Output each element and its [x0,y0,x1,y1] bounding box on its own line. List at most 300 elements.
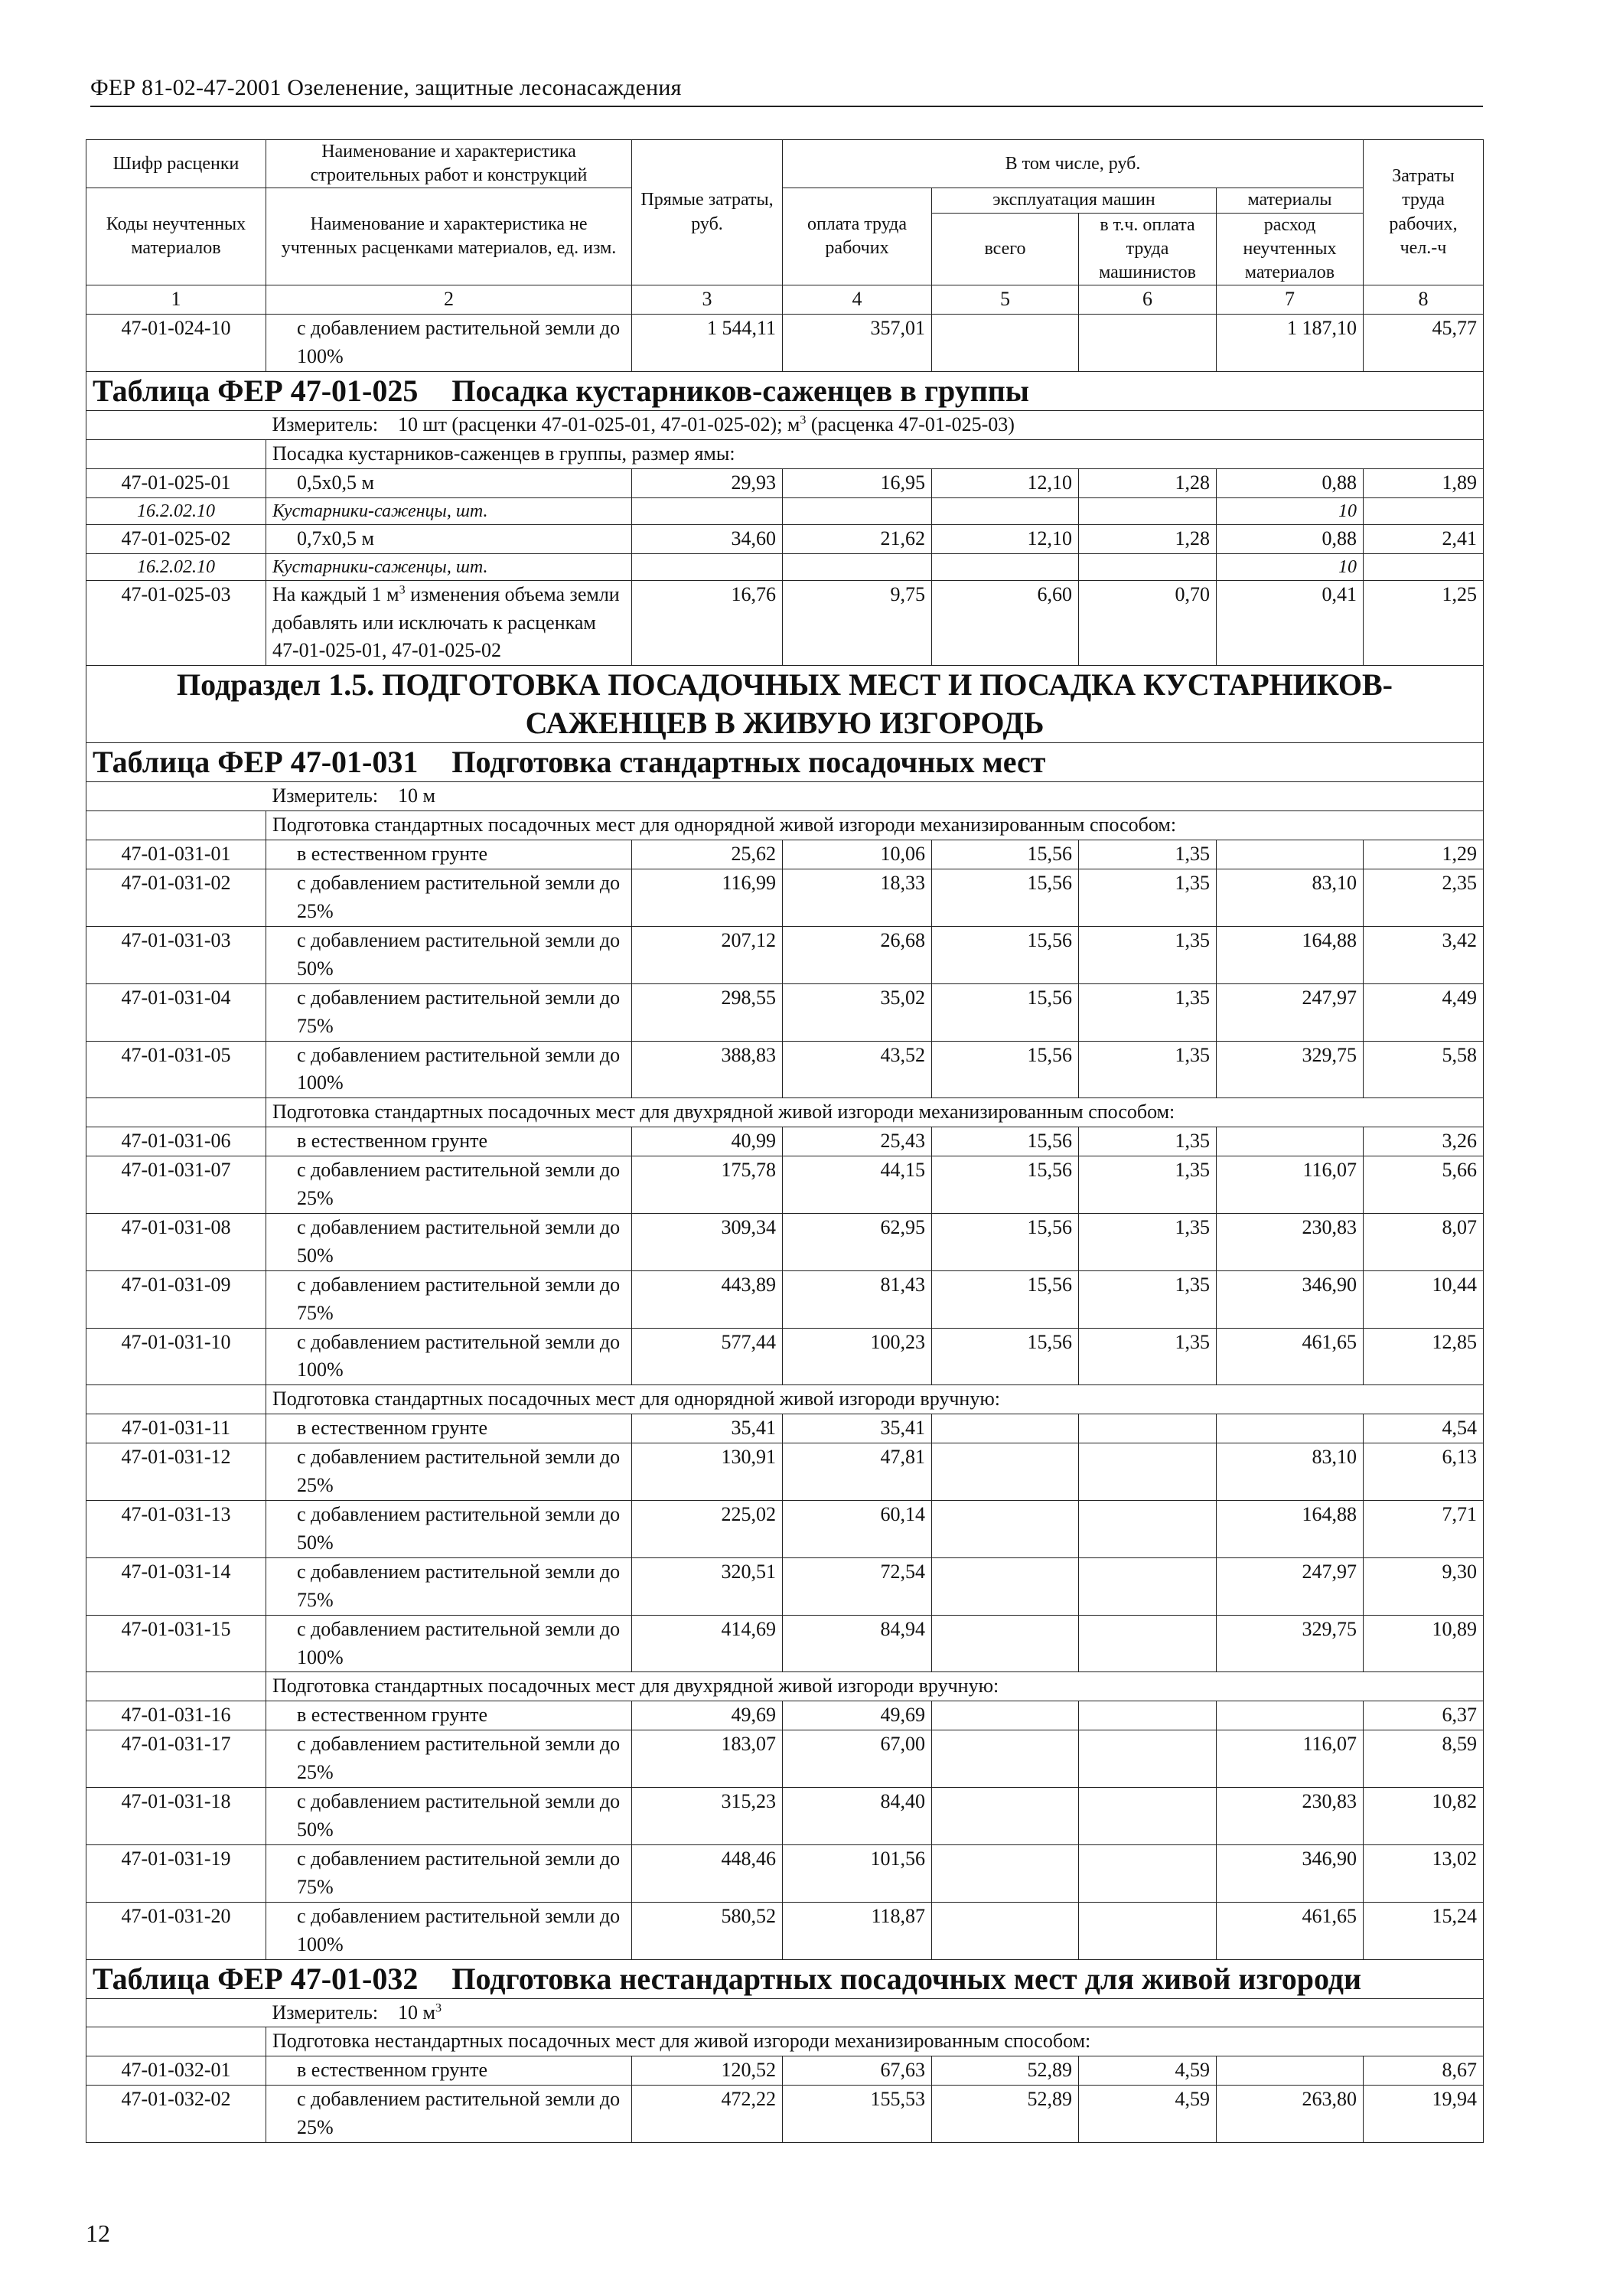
table-row [86,1127,1484,1156]
table-title: Посадка кустарников-саженцев в группы [451,373,1030,408]
rate-name-part: На каждый 1 м [272,582,399,605]
measure-value: 10 м [398,2001,435,2024]
direct-cost: 388,83 [632,1041,783,1098]
materials: 461,65 [1217,1902,1364,1959]
col-machines-header: эксплуатация машин [932,188,1217,213]
direct-cost: 207,12 [632,926,783,983]
wages: 155,53 [783,2086,932,2143]
rate-name: с добавлением растительной земли до 25% [266,1730,632,1788]
unaccounted-name: Кустарники-саженцы, шт. [266,497,632,524]
wages: 84,94 [783,1615,932,1672]
labor: 9,30 [1364,1557,1484,1615]
rate-code: 47-01-031-11 [86,1414,266,1443]
rate-code: 47-01-032-01 [86,2056,266,2086]
col-number: 7 [1217,285,1364,315]
rate-code: 47-01-031-04 [86,983,266,1041]
labor: 8,59 [1364,1730,1484,1788]
row-spacer [86,782,266,811]
table-heading [86,371,1484,410]
materials: 83,10 [1217,869,1364,927]
machines-total: 15,56 [932,869,1079,927]
machines-total: 52,89 [932,2056,1079,2086]
row-spacer [1364,553,1484,580]
rate-name [266,580,632,666]
labor: 10,82 [1364,1788,1484,1845]
group-description: Подготовка стандартных посадочных мест для однорядной живой изгороди вручную: [266,1385,1484,1414]
direct-cost: 1 544,11 [632,315,783,372]
materials: 0,41 [1217,580,1364,666]
direct-cost: 225,02 [632,1501,783,1558]
col-number: 6 [1079,285,1217,315]
direct-cost: 448,46 [632,1844,783,1902]
rate-name: в естественном грунте [266,1127,632,1156]
table-title: Подготовка стандартных посадочных мест [451,745,1046,780]
machines-total: 15,56 [932,1127,1079,1156]
operator-wages: 1,35 [1079,983,1217,1041]
operator-wages: 1,35 [1079,1127,1217,1156]
group-description: Подготовка стандартных посадочных мест для однорядной живой изгороди механизированным способом: [266,811,1484,840]
materials: 247,97 [1217,983,1364,1041]
rate-name: с добавлением растительной земли до 100% [266,1041,632,1098]
table-row [86,983,1484,1041]
unaccounted-material-row [86,553,1484,580]
operator-wages: 1,35 [1079,869,1217,927]
measure-sup: 3 [800,413,807,427]
rate-code: 47-01-031-03 [86,926,266,983]
rate-code: 47-01-031-05 [86,1041,266,1098]
operator-wages: 4,59 [1079,2056,1217,2086]
col-number: 2 [266,285,632,315]
direct-cost: 116,99 [632,869,783,927]
direct-cost: 414,69 [632,1615,783,1672]
rate-name: с добавлением растительной земли до 75% [266,1844,632,1902]
table-row [86,1902,1484,1959]
labor: 3,42 [1364,926,1484,983]
rate-code: 47-01-031-08 [86,1213,266,1270]
wages: 67,00 [783,1730,932,1788]
wages: 21,62 [783,524,932,553]
operator-wages [1079,1615,1217,1672]
machines-total: 15,56 [932,983,1079,1041]
group-description: Подготовка стандартных посадочных мест для двухрядной живой изгороди вручную: [266,1672,1484,1701]
table-row [86,1844,1484,1902]
table-row [86,2086,1484,2143]
col-code-header: Шифр расценки [86,140,266,188]
table-row [86,2056,1484,2086]
materials: 116,07 [1217,1730,1364,1788]
wages: 16,95 [783,468,932,497]
table-row [86,1443,1484,1501]
table-code: Таблица ФЕР 47-01-032 [93,1961,419,1996]
direct-cost: 298,55 [632,983,783,1041]
labor: 10,89 [1364,1615,1484,1672]
machines-total [932,1902,1079,1959]
wages: 67,63 [783,2056,932,2086]
machines-total: 15,56 [932,1156,1079,1214]
rate-name: с добавлением растительной земли до 25% [266,869,632,927]
direct-cost: 40,99 [632,1127,783,1156]
rate-code: 47-01-031-12 [86,1443,266,1501]
operator-wages [1079,1844,1217,1902]
rate-name: с добавлением растительной земли до 100% [266,1902,632,1959]
direct-cost: 309,34 [632,1213,783,1270]
direct-cost: 320,51 [632,1557,783,1615]
rate-code: 47-01-025-01 [86,468,266,497]
materials [1217,1414,1364,1443]
labor: 3,26 [1364,1127,1484,1156]
row-spacer [632,497,783,524]
unaccounted-qty: 10 [1217,497,1364,524]
group-description: Подготовка нестандартных посадочных мест для живой изгороди механизированным способом: [266,2027,1484,2056]
table-row [86,1730,1484,1788]
direct-cost: 29,93 [632,468,783,497]
table-row [86,580,1484,666]
operator-wages [1079,1788,1217,1845]
wages: 101,56 [783,1844,932,1902]
labor: 13,02 [1364,1844,1484,1902]
wages: 84,40 [783,1788,932,1845]
machines-total [932,1557,1079,1615]
labor: 45,77 [1364,315,1484,372]
table-row [86,926,1484,983]
table-row [86,1414,1484,1443]
machines-total: 15,56 [932,840,1079,869]
rate-name: с добавлением растительной земли до 50% [266,926,632,983]
group-description: Посадка кустарников-саженцев в группы, размер ямы: [266,439,1484,468]
wages: 60,14 [783,1501,932,1558]
col-operator-header: в т.ч. оплата труда машинистов [1079,213,1217,285]
row-spacer [86,1098,266,1127]
machines-total: 12,10 [932,524,1079,553]
rate-name: с добавлением растительной земли до 100% [266,1615,632,1672]
rate-code: 47-01-031-16 [86,1701,266,1730]
measure-label: Измеритель: [272,2001,379,2024]
wages: 25,43 [783,1127,932,1156]
labor: 1,29 [1364,840,1484,869]
machines-total [932,1615,1079,1672]
row-spacer [1364,497,1484,524]
unaccounted-code: 16.2.02.10 [86,553,266,580]
col-consumption-header: расход неучтенных материалов [1217,213,1364,285]
unaccounted-name: Кустарники-саженцы, шт. [266,553,632,580]
rate-code: 47-01-031-20 [86,1902,266,1959]
operator-wages: 1,28 [1079,524,1217,553]
group-description: Подготовка стандартных посадочных мест для двухрядной живой изгороди механизированным способом: [266,1098,1484,1127]
row-spacer [632,553,783,580]
table-code: Таблица ФЕР 47-01-031 [93,745,419,780]
measure-unit [266,410,1484,439]
machines-total: 15,56 [932,1270,1079,1328]
measure-label: Измеритель: [272,784,379,807]
rate-code: 47-01-031-13 [86,1501,266,1558]
rate-name: с добавлением растительной земли до 100% [266,1328,632,1385]
measure-sup: 3 [435,2001,442,2014]
col-number: 8 [1364,285,1484,315]
direct-cost: 25,62 [632,840,783,869]
col-total-header: всего [932,213,1079,285]
labor: 15,24 [1364,1902,1484,1959]
col-number: 5 [932,285,1079,315]
unaccounted-material-row [86,497,1484,524]
materials [1217,1701,1364,1730]
operator-wages [1079,1701,1217,1730]
direct-cost: 34,60 [632,524,783,553]
machines-total [932,1788,1079,1845]
row-spacer [783,553,932,580]
row-spacer [783,497,932,524]
wages: 49,69 [783,1701,932,1730]
machines-total: 15,56 [932,1041,1079,1098]
direct-cost: 120,52 [632,2056,783,2086]
machines-total: 52,89 [932,2086,1079,2143]
labor: 8,07 [1364,1213,1484,1270]
direct-cost: 183,07 [632,1730,783,1788]
machines-total [932,1443,1079,1501]
direct-cost: 577,44 [632,1328,783,1385]
col-number: 4 [783,285,932,315]
machines-total: 15,56 [932,1328,1079,1385]
row-spacer [1079,553,1217,580]
row-spacer [932,497,1079,524]
direct-cost: 49,69 [632,1701,783,1730]
measure-value: 10 шт (расценки 47-01-025-01, 47-01-025-02); м [398,413,800,435]
col-unaccounted-codes-header: Коды неучтенных материалов [86,188,266,285]
wages: 62,95 [783,1213,932,1270]
rate-name: с добавлением растительной земли до 25% [266,1156,632,1214]
materials: 346,90 [1217,1270,1364,1328]
labor: 19,94 [1364,2086,1484,2143]
rate-code: 47-01-031-09 [86,1270,266,1328]
materials: 230,83 [1217,1213,1364,1270]
wages: 357,01 [783,315,932,372]
labor: 4,54 [1364,1414,1484,1443]
direct-cost: 472,22 [632,2086,783,2143]
materials: 247,97 [1217,1557,1364,1615]
rate-code: 47-01-031-07 [86,1156,266,1214]
row-spacer [86,1998,266,2027]
rate-name: с добавлением растительной земли до 100% [266,315,632,372]
rate-code: 47-01-032-02 [86,2086,266,2143]
labor: 2,35 [1364,869,1484,927]
wages: 118,87 [783,1902,932,1959]
materials: 461,65 [1217,1328,1364,1385]
labor: 12,85 [1364,1328,1484,1385]
machines-total [932,1844,1079,1902]
table-row [86,524,1484,553]
wages: 44,15 [783,1156,932,1214]
rates-table [86,139,1484,2143]
operator-wages: 0,70 [1079,580,1217,666]
materials: 164,88 [1217,926,1364,983]
rate-name: в естественном грунте [266,2056,632,2086]
row-spacer [86,1385,266,1414]
rate-name: с добавлением растительной земли до 75% [266,1270,632,1328]
direct-cost: 580,52 [632,1902,783,1959]
operator-wages: 1,35 [1079,1041,1217,1098]
machines-total [932,1701,1079,1730]
col-labor-header: Затраты труда рабочих, чел.-ч [1364,140,1484,285]
wages: 26,68 [783,926,932,983]
measure-value: 10 м [398,784,435,807]
machines-total: 15,56 [932,1213,1079,1270]
wages: 18,33 [783,869,932,927]
rate-code: 47-01-031-02 [86,869,266,927]
materials: 83,10 [1217,1443,1364,1501]
row-spacer [1079,497,1217,524]
wages: 47,81 [783,1443,932,1501]
table-row [86,1701,1484,1730]
rate-name: 0,5х0,5 м [266,468,632,497]
labor: 1,25 [1364,580,1484,666]
operator-wages [1079,1730,1217,1788]
direct-cost: 130,91 [632,1443,783,1501]
table-row [86,1041,1484,1098]
direct-cost: 443,89 [632,1270,783,1328]
direct-cost: 35,41 [632,1414,783,1443]
labor: 4,49 [1364,983,1484,1041]
table-row [86,1788,1484,1845]
col-name-header: Наименование и характеристика строительных работ и конструкций [266,140,632,188]
materials: 1 187,10 [1217,315,1364,372]
operator-wages [1079,315,1217,372]
wages: 100,23 [783,1328,932,1385]
machines-total [932,315,1079,372]
table-code: Таблица ФЕР 47-01-025 [93,373,419,408]
table-row [86,315,1484,372]
rate-name: с добавлением растительной земли до 25% [266,2086,632,2143]
machines-total [932,1414,1079,1443]
wages: 35,41 [783,1414,932,1443]
unaccounted-code: 16.2.02.10 [86,497,266,524]
table-row [86,840,1484,869]
rate-code: 47-01-025-02 [86,524,266,553]
rate-name: с добавлением растительной земли до 50% [266,1788,632,1845]
machines-total [932,1501,1079,1558]
wages: 81,43 [783,1270,932,1328]
table-row [86,1156,1484,1214]
subsection-heading: Подраздел 1.5. ПОДГОТОВКА ПОСАДОЧНЫХ МЕСТ И ПОСАДКА КУСТАРНИКОВ-САЖЕНЦЕВ В ЖИВУЮ ИЗГОРОДЬ [86,666,1484,743]
rate-code: 47-01-031-19 [86,1844,266,1902]
table-heading [86,743,1484,782]
operator-wages: 1,28 [1079,468,1217,497]
wages: 9,75 [783,580,932,666]
row-spacer [932,553,1079,580]
direct-cost: 16,76 [632,580,783,666]
operator-wages: 1,35 [1079,840,1217,869]
materials: 0,88 [1217,468,1364,497]
rate-name-part: изменения объема земли добавлять или исключать к расценкам 47-01-025-01, 47-01-025-02 [272,582,620,662]
materials: 230,83 [1217,1788,1364,1845]
row-spacer [86,811,266,840]
page-header: ФЕР 81-02-47-2001 Озеленение, защитные лесонасаждения [90,75,1483,107]
page-number: 12 [86,2219,110,2247]
wages: 72,54 [783,1557,932,1615]
table-row [86,468,1484,497]
rate-code: 47-01-031-06 [86,1127,266,1156]
measure-unit [266,782,1484,811]
rate-code: 47-01-025-03 [86,580,266,666]
operator-wages: 1,35 [1079,1328,1217,1385]
table-row [86,1557,1484,1615]
table-row [86,1615,1484,1672]
rate-name: с добавлением растительной земли до 75% [266,1557,632,1615]
materials: 116,07 [1217,1156,1364,1214]
direct-cost: 315,23 [632,1788,783,1845]
table-row [86,1213,1484,1270]
rate-code: 47-01-031-17 [86,1730,266,1788]
wages: 35,02 [783,983,932,1041]
rate-code: 47-01-031-15 [86,1615,266,1672]
rate-name: 0,7х0,5 м [266,524,632,553]
rate-code: 47-01-031-10 [86,1328,266,1385]
machines-total: 12,10 [932,468,1079,497]
labor: 5,66 [1364,1156,1484,1214]
machines-total: 6,60 [932,580,1079,666]
materials [1217,2056,1364,2086]
rate-code: 47-01-031-14 [86,1557,266,1615]
wages: 10,06 [783,840,932,869]
col-materials-header: материалы [1217,188,1364,213]
materials: 329,75 [1217,1041,1364,1098]
operator-wages [1079,1443,1217,1501]
machines-total [932,1730,1079,1788]
machines-total: 15,56 [932,926,1079,983]
operator-wages: 1,35 [1079,926,1217,983]
operator-wages: 1,35 [1079,1270,1217,1328]
labor: 5,58 [1364,1041,1484,1098]
operator-wages [1079,1902,1217,1959]
measure-value-tail: (расценка 47-01-025-03) [806,413,1015,435]
direct-cost: 175,78 [632,1156,783,1214]
operator-wages: 1,35 [1079,1156,1217,1214]
table-row [86,1501,1484,1558]
materials: 0,88 [1217,524,1364,553]
labor: 2,41 [1364,524,1484,553]
rate-name: с добавлением растительной земли до 25% [266,1443,632,1501]
rate-name: в естественном грунте [266,1414,632,1443]
labor: 8,67 [1364,2056,1484,2086]
rate-code: 47-01-031-01 [86,840,266,869]
measure-unit [266,1998,1484,2027]
labor: 6,37 [1364,1701,1484,1730]
materials [1217,1127,1364,1156]
wages: 43,52 [783,1041,932,1098]
labor: 1,89 [1364,468,1484,497]
table-row [86,1270,1484,1328]
materials: 164,88 [1217,1501,1364,1558]
rate-name: в естественном грунте [266,1701,632,1730]
col-including-header: В том числе, руб. [783,140,1364,188]
labor: 6,13 [1364,1443,1484,1501]
table-heading [86,1959,1484,1998]
col-wages-header: оплата труда рабочих [783,188,932,285]
materials: 263,80 [1217,2086,1364,2143]
table-row [86,1328,1484,1385]
labor: 7,71 [1364,1501,1484,1558]
rate-name: с добавлением растительной земли до 75% [266,983,632,1041]
col-number: 1 [86,285,266,315]
operator-wages [1079,1414,1217,1443]
operator-wages: 1,35 [1079,1213,1217,1270]
materials [1217,840,1364,869]
rate-name: с добавлением растительной земли до 50% [266,1501,632,1558]
rate-name: с добавлением растительной земли до 50% [266,1213,632,1270]
row-spacer [86,1672,266,1701]
rate-name-sup: 3 [399,582,406,596]
unaccounted-qty: 10 [1217,553,1364,580]
table-row [86,869,1484,927]
col-unaccounted-name-header: Наименование и характеристика не учтенных расценками материалов, ед. изм. [266,188,632,285]
